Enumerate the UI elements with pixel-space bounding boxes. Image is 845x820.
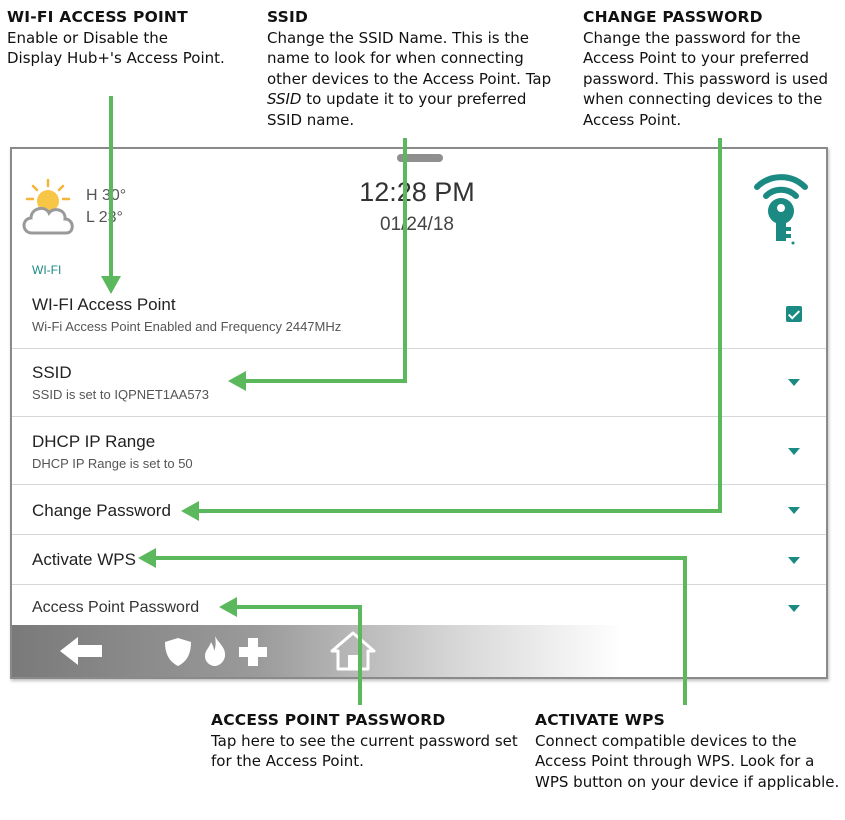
callout-body [267,28,557,131]
chevron-down-icon[interactable] [788,379,800,386]
pull-down-handle[interactable] [397,154,443,162]
callout-ssid [267,7,557,130]
device-screen [10,147,828,679]
chevron-down-icon[interactable] [788,448,800,455]
chevron-down-icon[interactable] [788,557,800,564]
callout-title: ACCESS POINT PASSWORD [211,711,446,729]
callout-body-part: to update it to your preferred SSID name. [267,90,527,129]
callout-access-point-password [211,710,521,772]
shield-icon[interactable] [164,637,192,667]
setting-subtitle: SSID is set to IQPNET1AA573 [32,387,210,402]
fire-icon[interactable] [202,635,228,667]
setting-row-change-password[interactable] [12,485,826,535]
partly-cloudy-icon [18,177,84,243]
weather-widget[interactable] [18,177,138,247]
current-date: 01/24/18 [380,214,454,235]
setting-row-dhcp-ip-range[interactable] [12,417,826,485]
medical-plus-icon[interactable] [238,637,268,667]
setting-title: Change Password [32,501,171,520]
setting-subtitle: Wi-Fi Access Point Enabled and Frequency 2447MHz [32,319,342,334]
setting-row-wifi-access-point[interactable] [12,281,826,349]
setting-title: SSID [32,363,72,382]
setting-title: WI-FI Access Point [32,295,176,314]
callout-title: SSID [267,8,309,26]
callout-body-part: Change the SSID Name. This is the name to look for when connecting other devices to the Access Point. Tap [267,28,552,88]
temperature-range [86,185,126,229]
setting-title: Access Point Password [32,599,200,616]
setting-subtitle: DHCP IP Range is set to 50 [32,456,193,471]
callout-activate-wps [535,710,845,792]
wifi-access-point-checkbox[interactable] [786,306,802,322]
low-temperature: L 23° [86,209,123,226]
callout-title: CHANGE PASSWORD [583,8,763,26]
chevron-down-icon[interactable] [788,507,800,514]
bottom-navigation-bar [12,625,826,677]
callout-wifi-access-point [7,7,227,69]
setting-row-ssid[interactable] [12,349,826,417]
current-time: 12:28 PM [359,177,475,207]
wifi-key-icon [750,165,812,249]
callout-title: WI-FI ACCESS POINT [7,8,188,26]
clock [342,177,492,236]
chevron-down-icon[interactable] [788,605,800,612]
section-label-wifi: WI-FI [32,263,62,277]
setting-row-activate-wps[interactable] [12,535,826,585]
callout-change-password [583,7,845,130]
setting-row-access-point-password[interactable] [12,585,826,629]
back-arrow-icon[interactable] [58,635,104,667]
callout-body-emphasis: SSID [267,90,302,108]
callout-body: Connect compatible devices to the Access Point through WPS. Look for a WPS button on your device if applicable. [535,731,840,791]
setting-title: DHCP IP Range [32,432,156,451]
callout-title: ACTIVATE WPS [535,711,666,729]
home-icon[interactable] [330,631,376,671]
setting-title: Activate WPS [32,550,136,569]
callout-body: Change the password for the Access Point to your preferred password. This password is used when connecting devices to the Access Point. [583,28,828,129]
callout-body: Enable or Disable the Display Hub+'s Access Point. [7,28,225,67]
callout-body: Tap here to see the current password set for the Access Point. [211,731,518,770]
high-temperature: H 30° [86,187,127,204]
